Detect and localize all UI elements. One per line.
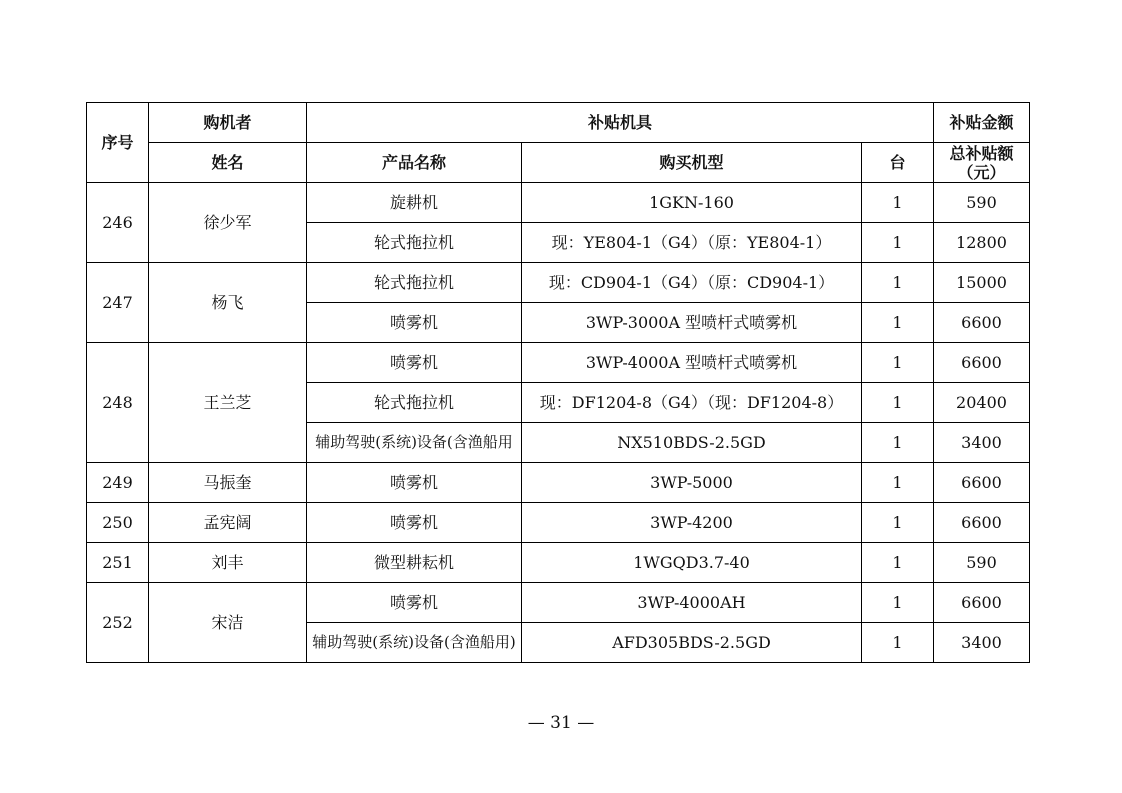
cell-model: 现：YE804-1（G4）（原：YE804-1） [522, 223, 862, 263]
cell-qty: 1 [862, 343, 934, 383]
table-row [87, 183, 1030, 223]
table-row [87, 543, 1030, 583]
cell-product: 旋耕机 [307, 183, 522, 223]
cell-seq: 248 [87, 343, 149, 463]
cell-qty: 1 [862, 183, 934, 223]
cell-model: 3WP-4000A 型喷杆式喷雾机 [522, 343, 862, 383]
cell-product: 微型耕耘机 [307, 543, 522, 583]
cell-qty: 1 [862, 423, 934, 463]
header-product: 产品名称 [307, 143, 522, 183]
cell-model: 1WGQD3.7-40 [522, 543, 862, 583]
cell-model: 3WP-5000 [522, 463, 862, 503]
cell-seq: 252 [87, 583, 149, 663]
cell-product: 轮式拖拉机 [307, 223, 522, 263]
cell-model: 现：CD904-1（G4）（原：CD904-1） [522, 263, 862, 303]
cell-model: 1GKN-160 [522, 183, 862, 223]
cell-qty: 1 [862, 263, 934, 303]
cell-product: 喷雾机 [307, 303, 522, 343]
cell-qty: 1 [862, 463, 934, 503]
cell-seq: 247 [87, 263, 149, 343]
subsidy-table [86, 102, 1030, 663]
cell-product: 辅助驾驶(系统)设备(含渔船用 [307, 423, 522, 463]
cell-product: 轮式拖拉机 [307, 383, 522, 423]
cell-amount: 590 [934, 183, 1030, 223]
header-buyer: 购机者 [149, 103, 307, 143]
header-seq: 序号 [87, 103, 149, 183]
cell-amount: 6600 [934, 583, 1030, 623]
cell-seq: 249 [87, 463, 149, 503]
table-row [87, 463, 1030, 503]
cell-product: 轮式拖拉机 [307, 263, 522, 303]
header-name: 姓名 [149, 143, 307, 183]
cell-qty: 1 [862, 383, 934, 423]
table-header [87, 103, 1030, 183]
cell-buyer-name: 马振奎 [149, 463, 307, 503]
cell-seq: 251 [87, 543, 149, 583]
cell-product: 喷雾机 [307, 583, 522, 623]
header-amount: 补贴金额 [934, 103, 1030, 143]
cell-amount: 12800 [934, 223, 1030, 263]
cell-buyer-name: 徐少军 [149, 183, 307, 263]
cell-amount: 6600 [934, 463, 1030, 503]
cell-buyer-name: 刘丰 [149, 543, 307, 583]
header-machine: 补贴机具 [307, 103, 934, 143]
cell-buyer-name: 宋洁 [149, 583, 307, 663]
cell-qty: 1 [862, 503, 934, 543]
header-model: 购买机型 [522, 143, 862, 183]
table-row [87, 263, 1030, 303]
header-total: 总补贴额（元） [934, 143, 1030, 183]
cell-amount: 3400 [934, 623, 1030, 663]
cell-amount: 6600 [934, 343, 1030, 383]
table-row [87, 503, 1030, 543]
cell-model: 3WP-4200 [522, 503, 862, 543]
cell-model: AFD305BDS-2.5GD [522, 623, 862, 663]
cell-amount: 6600 [934, 303, 1030, 343]
cell-model: 现：DF1204-8（G4）（现：DF1204-8） [522, 383, 862, 423]
header-qty: 台 [862, 143, 934, 183]
cell-qty: 1 [862, 543, 934, 583]
cell-amount: 590 [934, 543, 1030, 583]
cell-amount: 6600 [934, 503, 1030, 543]
cell-qty: 1 [862, 303, 934, 343]
table-row [87, 583, 1030, 623]
cell-buyer-name: 杨飞 [149, 263, 307, 343]
cell-qty: 1 [862, 583, 934, 623]
cell-seq: 250 [87, 503, 149, 543]
cell-qty: 1 [862, 223, 934, 263]
cell-buyer-name: 孟宪阔 [149, 503, 307, 543]
cell-qty: 1 [862, 623, 934, 663]
table-row [87, 343, 1030, 383]
cell-product: 喷雾机 [307, 343, 522, 383]
cell-model: 3WP-3000A 型喷杆式喷雾机 [522, 303, 862, 343]
cell-amount: 20400 [934, 383, 1030, 423]
cell-amount: 15000 [934, 263, 1030, 303]
cell-model: 3WP-4000AH [522, 583, 862, 623]
cell-amount: 3400 [934, 423, 1030, 463]
table-body [87, 183, 1030, 663]
cell-model: NX510BDS-2.5GD [522, 423, 862, 463]
page-number: — 31 — [527, 713, 595, 733]
cell-seq: 246 [87, 183, 149, 263]
cell-product: 喷雾机 [307, 463, 522, 503]
cell-buyer-name: 王兰芝 [149, 343, 307, 463]
cell-product: 喷雾机 [307, 503, 522, 543]
cell-product: 辅助驾驶(系统)设备(含渔船用) [307, 623, 522, 663]
